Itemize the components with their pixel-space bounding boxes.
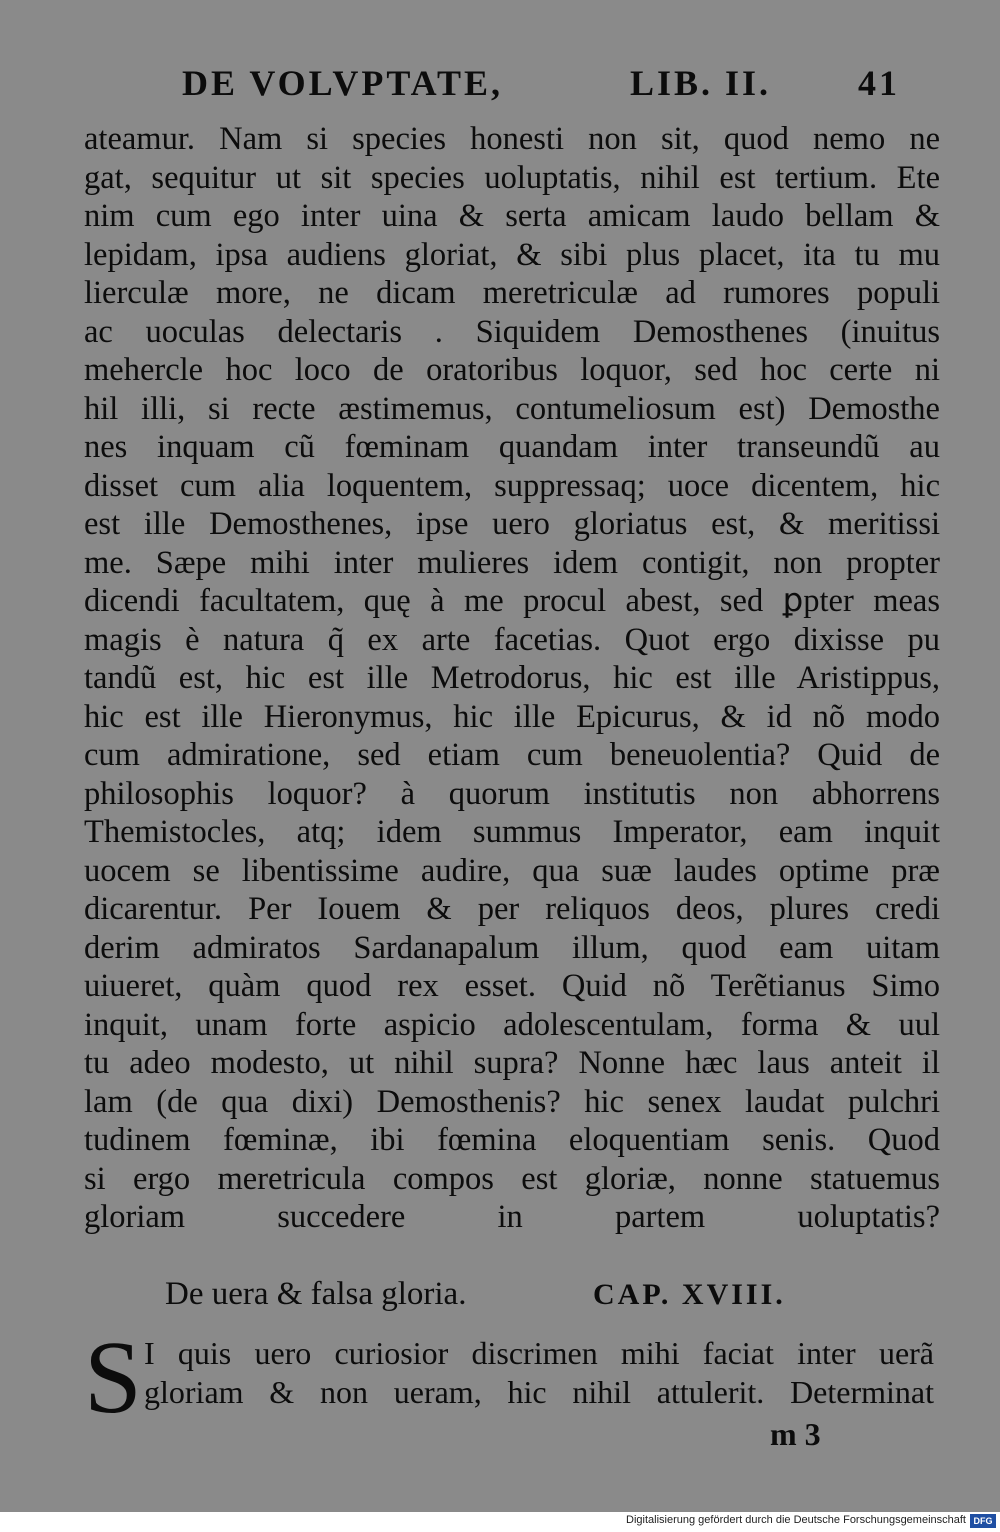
text-line: magis è natura q̃ ex arte facetias. Quot ergo dixisse pu xyxy=(84,621,940,658)
text-line: est ille Demosthenes, ipse uero gloriatus est, & meritissi xyxy=(84,506,940,542)
chapter-number: CAP. XVIII. xyxy=(593,1278,786,1311)
chapter-opening-text xyxy=(144,1334,934,1411)
text-line: I quis uero curiosior discrimen mihi faciat inter uerã xyxy=(144,1335,934,1371)
body-text xyxy=(84,120,940,1237)
text-line: lierculæ more, ne dicam meretriculæ ad rumores populi xyxy=(84,275,940,311)
running-head-title: DE VOLVPTATE, xyxy=(182,63,504,103)
text-line: si ergo meretricula compos est gloriæ, nonne statuemus xyxy=(84,1160,940,1197)
running-head-book: LIB. II. xyxy=(630,63,772,103)
text-line: Themistocles, atq; idem summus Imperator, eam inquit xyxy=(84,814,940,850)
dfg-logo-icon: DFG xyxy=(970,1514,996,1528)
text-line: tu adeo modesto, ut nihil supra? Nonne hæc laus anteit il xyxy=(84,1045,940,1081)
text-line: nes inquam cũ fœminam quandam inter transeundũ au xyxy=(84,429,940,465)
text-line: lam (de qua dixi) Demosthenis? hic senex laudat pulchri xyxy=(84,1083,940,1120)
text-line: hic est ille Hieronymus, hic ille Epicurus, & id nõ modo xyxy=(84,698,940,735)
text-line: me. Sæpe mihi inter mulieres idem contigit, non propter xyxy=(84,544,940,581)
text-line: cum admiratione, sed etiam cum beneuolentia? Quid de xyxy=(84,737,940,773)
text-line: tandũ est, hic est ille Metrodorus, hic est ille Aristippus, xyxy=(84,660,940,696)
folio-number: 41 xyxy=(858,63,900,103)
signature-mark: m 3 xyxy=(770,1416,821,1452)
digitization-footer xyxy=(0,1512,1000,1532)
text-line: nim cum ego inter uina & serta amicam laudo bellam & xyxy=(84,198,940,234)
text-line: philosophis loquor? à quorum institutis non abhorrens xyxy=(84,775,940,812)
text-line: uiueret, quàm quod rex esset. Quid nõ Terẽtianus Simo xyxy=(84,968,940,1004)
text-line: dicarentur. Per Iouem & per reliquos deos, plures credi xyxy=(84,891,940,927)
chapter-heading xyxy=(165,1276,845,1320)
text-line: lepidam, ipsa audiens gloriat, & sibi plus placet, ita tu mu xyxy=(84,236,940,273)
running-head xyxy=(120,62,950,112)
funding-note: Digitalisierung gefördert durch die Deutsche Forschungsgemeinschaft xyxy=(626,1514,966,1526)
text-line: inquit, unam forte aspicio adolescentulam, forma & uul xyxy=(84,1006,940,1043)
text-line: gloriam & non ueram, hic nihil attulerit. Determinat xyxy=(144,1373,934,1410)
text-line: uocem se libentissime audire, qua suæ laudes optime præ xyxy=(84,852,940,889)
text-line: ac uoculas delectaris . Siquidem Demosthenes (inuitus xyxy=(84,313,940,350)
text-line: ateamur. Nam si species honesti non sit, quod nemo ne xyxy=(84,121,940,157)
text-line: gloriam succedere in partem uoluptatis? xyxy=(84,1199,940,1235)
text-line: hil illi, si recte æstimemus, contumeliosum est) Demosthe xyxy=(84,390,940,427)
text-line: disset cum alia loquentem, suppressaq; uoce dicentem, hic xyxy=(84,467,940,504)
chapter-title: De uera & falsa gloria. xyxy=(165,1276,467,1312)
text-line: tudinem fœminæ, ibi fœmina eloquentiam senis. Quod xyxy=(84,1122,940,1158)
text-line: gat, sequitur ut sit species uoluptatis, nihil est tertium. Ete xyxy=(84,159,940,196)
drop-cap-initial: S xyxy=(84,1320,142,1435)
text-line: derim admiratos Sardanapalum illum, quod eam uitam xyxy=(84,929,940,966)
text-line: dicendi facultatem, quę à me procul abest, sed ꝑpter meas xyxy=(84,583,940,619)
text-line: mehercle hoc loco de oratoribus loquor, sed hoc certe ni xyxy=(84,352,940,388)
